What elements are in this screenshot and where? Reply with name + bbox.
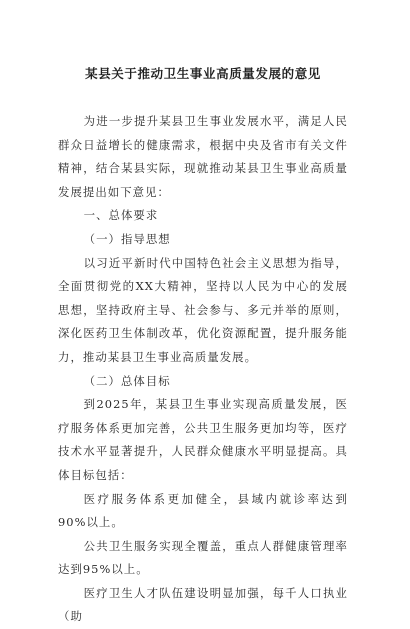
document-title: 某县关于推动卫生事业高质量发展的意见 — [85, 66, 321, 81]
intro-paragraph: 为进一步提升某县卫生事业发展水平，满足人民群众日益增长的健康需求，根据中央及省市有关文件精神，结合某县实际，现就推动某县卫生事业高质量发展提出如下意见： — [58, 114, 348, 199]
subsection-heading-overall-goals: （二）总体目标 — [83, 373, 171, 388]
guiding-ideology-paragraph: 以习近平新时代中国特色社会主义思想为指导，全面贯彻党的XX大精神，坚持以人民为中心的发展思想，坚持政府主导、社会参与、多元并举的原则，深化医药卫生体制改革，优化资源配置，提升服务能力，推动某县卫生事业高质量发展。 — [58, 255, 348, 364]
goal-item-public-health: 公共卫生服务实现全覆盖，重点人群健康管理率达到95%以上。 — [58, 538, 348, 577]
goal-item-medical-talent: 医疗卫生人才队伍建设明显加强，每千人口执业（助 — [58, 585, 348, 624]
subsection-heading-guiding-ideology: （一）指导思想 — [83, 231, 171, 246]
document-body — [58, 110, 348, 629]
section-heading-general-requirements: 一、总体要求 — [83, 208, 159, 223]
overall-goals-paragraph: 到2025年，某县卫生事业实现高质量发展，医疗服务体系更加完善，公共卫生服务更加均等，医疗技术水平显著提升，人民群众健康水平明显提高。具体目标包括： — [58, 397, 348, 482]
goal-item-medical-service: 医疗服务体系更加健全，县域内就诊率达到90%以上。 — [58, 491, 348, 530]
